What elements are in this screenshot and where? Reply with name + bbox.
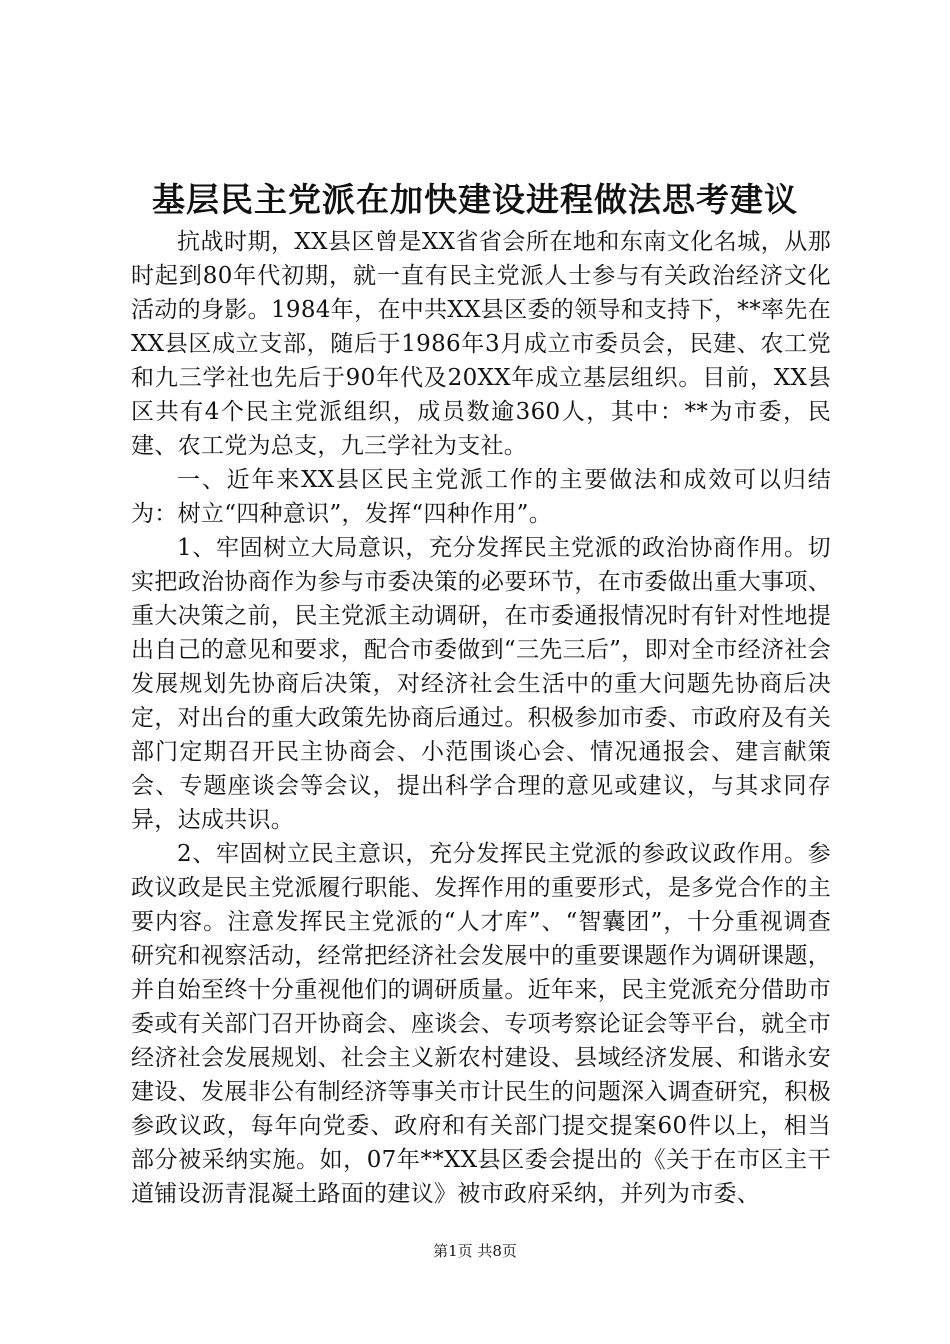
paragraph-point-1: 1、牢固树立大局意识，充分发挥民主党派的政治协商作用。切实把政治协商作为参与市委决策的必要环节，在市委做出重大事项、重大决策之前，民主党派主动调研，在市委通报情况时有针对性地提出自己的意见和要求，配合市委做到“三先三后”，即对全市经济社会发展规划先协商后决策，对经济社会生活中的重大问题先协商后决定，对出台的重大政策先协商后通过。积极参加市委、市政府及有关部门定期召开民主协商会、小范围谈心会、情况通报会、建言献策会、专题座谈会等会议，提出科学合理的意见或建议，与其求同存异，达成共识。 <box>131 535 831 833</box>
paragraph-point-2: 2、牢固树立民主意识，充分发挥民主党派的参政议政作用。参政议政是民主党派履行职能、发挥作用的重要形式，是多党合作的主要内容。注意发挥民主党派的“人才库”、“智囊团”，十分重视调查研究和视察活动，经常把经济社会发展中的重要课题作为调研课题，并自始至终十分重视他们的调研质量。近年来，民主党派充分借助市委或有关部门召开协商会、座谈会、专项考察论证会等平台，就全市经济社会发展规划、社会主义新农村建设、县域经济发展、和谐永安建设、发展非公有制经济等事关市计民生的问题深入调查研究，积极参政议政，每年向党委、政府和有关部门提交提案60件以上，相当部分被采纳实施。如，07年**XX县区委会提出的《关于在市区主干道铺设沥青混凝土路面的建议》被市政府采纳，并列为市委、 <box>131 841 831 1207</box>
paragraph-intro: 抗战时期，XX县区曾是XX省省会所在地和东南文化名城，从那时起到80年代初期，就一直有民主党派人士参与有关政治经济文化活动的身影。1984年，在中共XX县区委的领导和支持下，**率先在XX县区成立支部，随后于1986年3月成立市委员会，民建、农工党和九三学社也先后于90年代及20XX年成立基层组织。目前，XX县区共有4个民主党派组织，成员数逾360人，其中：**为市委，民建、农工党为总支，九三学社为支社。 <box>131 229 831 459</box>
paragraph-section-heading: 一、近年来XX县区民主党派工作的主要做法和成效可以归结为：树立“四种意识”，发挥“四种作用”。 <box>131 467 831 527</box>
document-body <box>131 225 831 1211</box>
page-number-footer: 第1页 共8页 <box>433 1242 517 1260</box>
document-title: 基层民主党派在加快建设进程做法思考建议 <box>152 180 798 219</box>
